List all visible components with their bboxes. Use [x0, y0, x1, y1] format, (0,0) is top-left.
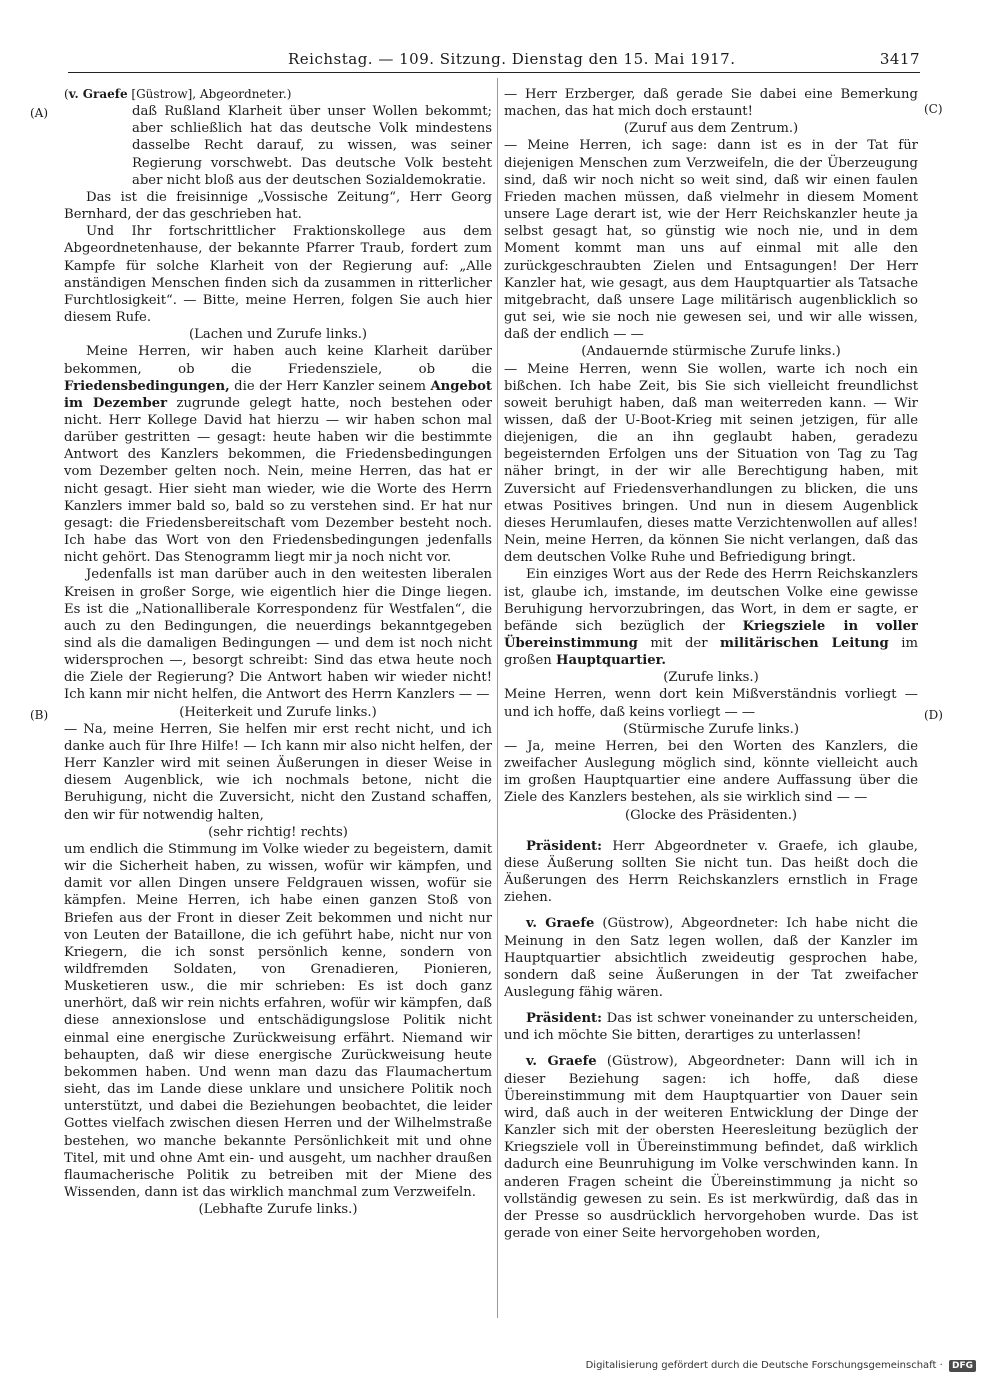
- column-divider: [497, 78, 498, 1318]
- paragraph: Ein einziges Wort aus der Rede des Herrn Reichskanzlers ist, glaube ich, imstande, im deutschen Volke eine gewisse Beruhigung hervorzubringen, das Wort, in dem er sagte, er befände sich bezüglich der Kriegsziele in voller Übereinstimmung mit der militärischen Leitung im großen Hauptquartier.: [504, 567, 918, 669]
- emphasis: Angebot im Dezember: [64, 378, 492, 411]
- margin-marker-d: (D): [924, 708, 943, 722]
- interjection: (Lebhafte Zurufe links.): [198, 1202, 358, 1218]
- dfg-logo: DFG: [949, 1360, 976, 1372]
- speech-paragraph: v. Graefe (Güstrow), Abgeordneter: Ich habe nicht die Meinung in den Satz legen wollen, daß der Kanzler im Hauptquartier absichtlich zweideutig gesprochen habe, sondern daß seine Äußerungen in der Tat zweifacher Auslegung fähig wären.: [504, 916, 918, 1000]
- speech-paragraph: Präsident: Das ist schwer voneinander zu unterscheiden, und ich möchte Sie bitten, derartiges zu unterlassen!: [504, 1011, 918, 1044]
- header-rule: [68, 72, 920, 73]
- speaker-name: v. Graefe: [526, 916, 595, 932]
- header-title: Reichstag. — 109. Sitzung. Dienstag den 15. Mai 1917.: [288, 50, 736, 68]
- digitization-credit: [586, 1360, 976, 1372]
- left-column: [64, 86, 492, 1311]
- interjection: (sehr richtig! rechts): [208, 824, 348, 840]
- speaker-name: Präsident:: [526, 1011, 603, 1027]
- interjection: (Stürmische Zurufe links.): [623, 721, 799, 737]
- margin-marker-b: (B): [30, 708, 49, 722]
- credit-text: Digitalisierung gefördert durch die Deutsche Forschungsgemeinschaft ·: [585, 1360, 943, 1371]
- paragraph: — Meine Herren, ich sage: dann ist es in der Tat für diejenigen Menschen zum Verzweifeln, die der Überzeugung sind, daß wir noch nicht so weit sind, daß wir einen faulen Frieden machen müssen, daß vielmehr in diesem Moment unsere Lage derart ist, wie der Herr Reichskanzler heute ja selbst gesagt hat, so günstig wie noch nie, und in dem Moment kommt man uns auf einmal mit alle den zurückgeschraubten Zielen und Entsagungen! Der Herr Kanzler hat, wie gesagt, aus dem Hauptquartier als Tatsache mitgebracht, daß unsere Lage militärisch augenblicklich so gut sei, wie sie noch nie gewesen sei, und wir alle wissen, daß der endlich — —: [504, 138, 918, 343]
- margin-marker-c: (C): [924, 102, 943, 116]
- interjection: (Lachen und Zurufe links.): [188, 327, 368, 343]
- interjection: (Zuruf aus dem Zentrum.): [623, 121, 799, 137]
- paragraph: — Herr Erzberger, daß gerade Sie dabei eine Bemerkung machen, das hat mich doch erstaunt!: [504, 87, 918, 120]
- emphasis: Friedensbedingungen,: [64, 378, 230, 394]
- emphasis: militärischen Leitung: [720, 636, 889, 651]
- paragraph: Meine Herren, wenn dort kein Mißverständnis vorliegt — und ich hoffe, daß keins vorliegt — —: [504, 687, 918, 720]
- page-number: 3417: [879, 50, 920, 68]
- paragraph: Das ist die freisinnige „Vossische Zeitung“, Herr Georg Bernhard, der das geschrieben hat.: [64, 189, 492, 223]
- paragraph: — Ja, meine Herren, bei den Worten des Kanzlers, die zweifacher Auslegung möglich sind, könnte vielleicht auch im großen Hauptquartier eine andere Auffassung über die Ziele des Kanzlers bestehen, als sie wirklich sind — —: [504, 738, 918, 806]
- paragraph: Meine Herren, wir haben auch keine Klarheit darüber bekommen, ob die Friedensziele, ob die Friedensbedingungen, die der Herr Kanzler seinem Angebot im Dezember zugrunde gelegt hatte, noch bestehen oder nicht. Herr Kollege David hat hierzu — wir haben schon mal darüber gestritten — gesagt: heute haben wir die bestimmte Antwort des Kanzlers bekommen, die Friedensbedingungen vom Dezember gelten noch. Nein, meine Herren, das hat er nicht gesagt. Hier sieht man wieder, wie die Worte des Herrn Kanzlers immer bald so, bald so zu verstehen sind. Er hat nur gesagt: die Friedensbereitschaft vom Dezember besteht noch. Ich habe das Wort von den Friedensbedingungen jedenfalls nicht gehört. Das Stenogramm liegt mir ja noch nicht vor.: [64, 344, 492, 566]
- quote-paragraph: daß Rußland Klarheit über unser Wollen bekommt; aber schließlich hat das deutsche Volk mindestens dasselbe Recht darauf, zu wissen, was seiner Regierung vorschwebt. Das deutsche Volk besteht aber nicht bloß aus der deutschen Sozialdemokratie.: [132, 104, 492, 188]
- speech-paragraph: v. Graefe (Güstrow), Abgeordneter: Dann will ich in dieser Beziehung sagen: ich hoffe, daß diese Übereinstimmung mit dem Hauptquartier von Dauer sein wird, daß auch in der weiteren Entwicklung der Dinge der Kanzler sich mit der obersten Heeresleitung bezüglich der Kriegsziele voll in Übereinstimmung befindet, daß wirklich dadurch eine Beunruhigung im Volke verschwinden kann. In anderen Fragen scheint die Übereinstimmung ja nicht so vollständig gewesen zu sein. Es ist merkwürdig, daß das in der Presse so ausdrücklich hervorgehoben wurde. Das ist gerade von einer Seite hervorgehoben worden,: [504, 1054, 918, 1241]
- interjection: (Andauernde stürmische Zurufe links.): [581, 344, 841, 360]
- paragraph: Jedenfalls ist man darüber auch in den weitesten liberalen Kreisen in großer Sorge, wie eigentlich hier die Dinge liegen. Es ist die „Nationalliberale Korrespondenz für Westfalen“, die auch zu den Bedingungen, die neuerdings bekanntgegeben sind als die damaligen Bedingungen — und dem ist noch nicht widersprochen —, besorgt schreibt: Sind das etwa heute noch die Ziele der Regierung? Die Antwort haben wir wieder nicht! Ich kann mir nicht helfen, die Antwort des Herrn Kanzlers — —: [64, 567, 492, 703]
- paragraph: Und Ihr fortschrittlicher Fraktionskollege aus dem Abgeordnetenhause, der bekannte Pfarrer Traub, fordert zum Kampfe für solche Klarheit von der Regierung auf: „Alle anständigen Menschen finden sich da zusammen in ritterlicher Furchtlosigkeit“. — Bitte, meine Herren, folgen Sie auch hier diesem Rufe.: [64, 224, 492, 326]
- interjection: (Heiterkeit und Zurufe links.): [179, 704, 377, 720]
- paragraph: um endlich die Stimmung im Volke wieder zu begeistern, damit wir die Sicherheit haben, zu wissen, wofür wir kämpfen, und damit vor allen Dingen unsere Feldgrauen wissen, wofür sie kämpfen. Meine Herren, ich habe einen ganzen Stoß von Briefen aus der Front in dieser Zeit bekommen und nicht nur von Leuten der Bataillone, die ich geführt habe, nicht nur von Kriegern, die ich sonst persönlich kenne, sondern von wildfremden Soldaten, von Grenadieren, Pionieren, Musketieren usw., die mir schrieben: Es ist doch ganz unerhört, daß wir rein nichts erfahren, wofür wir kämpfen, daß diese annexionslose und entschädigungslose Politik nicht einmal eine energische Zurückweisung erfährt. Niemand wir behaupten, daß wir diese energische Zurückweisung heute bekommen haben. Und wenn man dazu das Flaumachertum sieht, das im Lande diese unklare und unsichere Politik noch unterstützt, und dabei die Beziehungen beobachtet, die leider Gottes vielfach zwischen diesen Herren und der Wilhelmstraße bestehen, wo manche bekannte Persönlichkeit mit und ohne Titel, mit und ohne Amt ein- und ausgeht, um nachher draußen flaumacherische Politik zu betreiben mit der Miene des Wissenden, dann ist das wirklich manchmal zum Verzweifeln.: [64, 841, 492, 1200]
- interjection: (Zurufe links.): [663, 670, 759, 686]
- speaker-name: v. Graefe: [68, 87, 128, 101]
- speech-paragraph: Präsident: Herr Abgeordneter v. Graefe, ich glaube, diese Äußerung sollten Sie nicht tun. Das heißt doch die Äußerungen des Herrn Reichskanzlers ernstlich in Frage ziehen.: [504, 838, 918, 906]
- right-column: [504, 86, 918, 1311]
- running-header: [68, 50, 920, 72]
- paragraph: — Meine Herren, wenn Sie wollen, warte ich noch ein bißchen. Ich habe Zeit, bis Sie sich vielleicht freundlichst soweit beruhigt haben, daß man weiterreden kann. — Wir wissen, daß der U-Boot-Krieg mit seinen jetzigen, für alle diejenigen, die an ihn geglaubt haben, geradezu begeisternden Erfolgen uns der Situation von Tag zu Tag näher bringt, in der wir alle Berechtigung haben, mit Zuversicht auf Friedensverhandlungen zu blicken, die uns etwas Positives bringen. Und nun in diesem Augenblick dieses Herumlaufen, dieses matte Verzichtenwollen auf alles! Nein, meine Herren, da können Sie nicht verlangen, daß das dem deutschen Volke Ruhe und Befriedigung bringt.: [504, 361, 918, 566]
- speaker-name: Präsident:: [526, 838, 603, 854]
- paragraph: — Na, meine Herren, Sie helfen mir erst recht nicht, und ich danke auch für Ihre Hilfe! — Ich kann mir also nicht helfen, der Herr Kanzler wird mit seinen Äußerungen in dieser Weise in diesem Augenblick, wie ich nochmals betone, nicht die Beruhigung, nicht die Zuversicht, nicht den Zustand schaffen, den wir für notwendig halten,: [64, 721, 492, 823]
- interjection: (Glocke des Präsidenten.): [624, 807, 798, 823]
- emphasis: Kriegsziele in voller Übereinstimmung: [504, 618, 918, 651]
- emphasis: Hauptquartier.: [555, 653, 667, 669]
- continued-speaker-line: (v. Graefe [Güstrow], Abgeordneter.): [64, 87, 292, 101]
- speaker-name: v. Graefe: [526, 1054, 597, 1070]
- margin-marker-a: (A): [30, 106, 49, 120]
